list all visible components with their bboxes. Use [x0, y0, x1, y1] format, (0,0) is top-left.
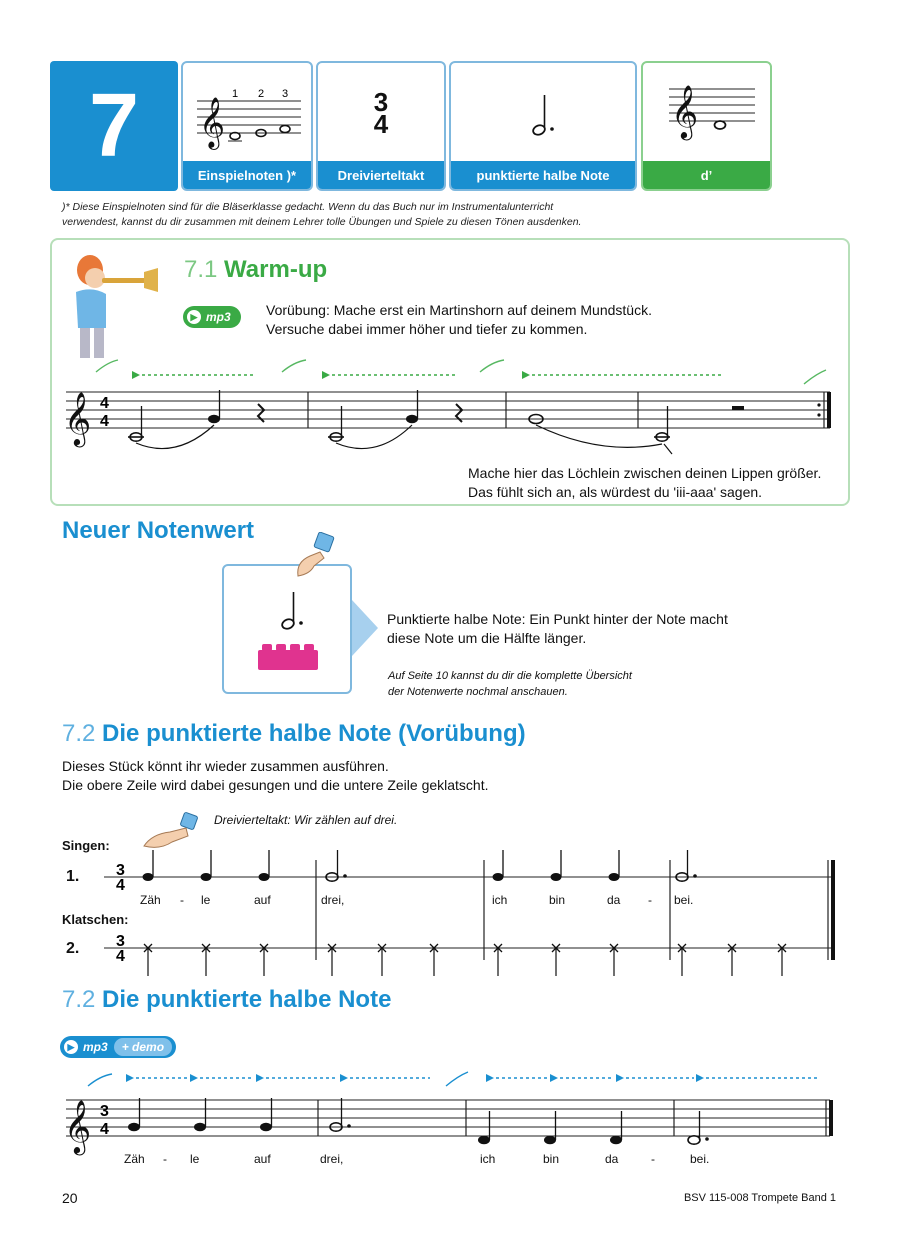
notenwert-illustration	[224, 566, 350, 692]
notenwert-text: Punktierte halbe Note: Ein Punkt hinter der Note macht diese Note um die Hälfte länger.	[387, 611, 728, 646]
lyric: da	[605, 1152, 619, 1166]
label-klatschen: Klatschen:	[62, 912, 129, 927]
notenwert-hint: Auf Seite 10 kannst du dir die komplette Übersicht der Notenwerte nochmal anschauen.	[388, 670, 632, 698]
notenwert-box	[222, 564, 352, 694]
tile-punktierte-halbe	[449, 61, 637, 191]
svg-text:𝄞: 𝄞	[671, 84, 699, 138]
warmup-time-top: 4	[100, 395, 109, 412]
publisher-ref: BSV 115-008 Trompete Band 1	[683, 1192, 836, 1204]
tempo-note: Dreivierteltakt: Wir zählen auf drei.	[214, 813, 398, 827]
lyric: ich	[480, 1152, 496, 1166]
lyric: drei,	[320, 1152, 344, 1166]
tile-caption: punktierte halbe Note	[451, 161, 635, 189]
lyric: bin	[543, 1152, 560, 1166]
lyric: Zäh	[124, 1152, 145, 1166]
lyric: bin	[549, 893, 566, 907]
einspiel-num-1: 1	[232, 88, 239, 100]
vorubung-instructions: Dieses Stück könnt ihr wieder zusammen ausführen. Die obere Zeile wird dabei gesungen und die untere Zeile geklatscht.	[62, 758, 489, 793]
lyric: -	[648, 893, 652, 907]
svg-text:𝄞: 𝄞	[64, 1099, 92, 1153]
lyric: -	[163, 1152, 167, 1166]
row-number-2: 2.	[66, 940, 80, 957]
einspiel-num-3: 3	[282, 88, 289, 100]
neuer-notenwert-heading: Neuer Notenwert	[62, 517, 255, 544]
einspielnoten-staff	[183, 63, 313, 163]
lyric: Zäh	[140, 893, 161, 907]
rhythm-time-bottom-2: 4	[116, 948, 125, 965]
svg-text:𝄞: 𝄞	[64, 391, 92, 445]
lyric: ich	[492, 893, 508, 907]
chapter-number: 7	[50, 61, 178, 191]
tile-dreivierteltakt	[316, 61, 446, 191]
mp3-demo-button[interactable]: ▶ mp3 + demo	[60, 1036, 176, 1058]
warmup-time-bottom: 4	[100, 413, 109, 430]
melody-time-bottom: 4	[100, 1121, 109, 1138]
lyric: bei.	[674, 893, 694, 907]
pointing-hand-icon	[290, 532, 338, 582]
svg-text:𝄞: 𝄞	[199, 97, 226, 148]
warmup-instructions: Vorübung: Mache erst ein Martinshorn auf deinem Mundstück. Versuche dabei immer höher und tiefer zu kommen.	[266, 302, 652, 337]
lyric: -	[180, 893, 184, 907]
tile-caption: Dreivierteltakt	[318, 161, 444, 189]
tile-einspielnoten	[181, 61, 313, 191]
tile-caption: Einspielnoten )*	[183, 161, 311, 189]
arrow-right-icon	[352, 600, 380, 656]
warmup-staff	[60, 356, 840, 456]
section-72-vorubung-heading: 7.2 Die punktierte halbe Note (Vorübung)	[62, 720, 526, 747]
melody-time-top: 3	[100, 1103, 109, 1120]
mp3-button-warmup[interactable]: ▶ mp3	[183, 306, 241, 328]
section-72-heading: 7.2 Die punktierte halbe Note	[62, 986, 392, 1013]
lyric: bei.	[690, 1152, 710, 1166]
section-71-heading: 7.1 Warm-up	[184, 256, 328, 283]
play-icon: ▶	[187, 310, 201, 324]
time-sig-top: 3	[373, 87, 389, 117]
rhythm-time-top-1: 3	[116, 862, 125, 879]
lyric: auf	[254, 893, 271, 907]
d-note-staff	[643, 63, 772, 163]
melody-staff	[60, 1066, 840, 1176]
footnote: )* Diese Einspielnoten sind für die Bläserklasse gedacht. Wenn du das Buch nur im Instrumentalunterricht verwendest, kannst du dir zusammen mit deinem Lehrer tolle Übungen und Spiele zu diesen Tönen ausdenken.	[62, 201, 582, 228]
label-singen: Singen:	[62, 838, 110, 853]
einspiel-num-2: 2	[258, 88, 265, 100]
page-number: 20	[62, 1190, 78, 1206]
lyric: -	[651, 1152, 655, 1166]
lyric: da	[607, 893, 621, 907]
rhythm-staff	[100, 830, 845, 980]
time-sig-bottom: 4	[373, 109, 389, 139]
rhythm-time-bottom-1: 4	[116, 877, 125, 894]
tile-d-note	[641, 61, 772, 191]
warmup-lips-note: Mache hier das Löchlein zwischen deinen Lippen größer. Das fühlt sich an, als würdest du 'iii-aaa' sagen.	[468, 465, 822, 500]
dotted-half-note-icon	[451, 63, 637, 163]
play-icon: ▶	[64, 1040, 78, 1054]
rhythm-time-top-2: 3	[116, 933, 125, 950]
lyric: auf	[254, 1152, 271, 1166]
tile-caption: d’	[643, 161, 770, 189]
lyric: drei,	[321, 893, 345, 907]
trumpet-boy-illustration	[62, 248, 162, 366]
lyric: le	[190, 1152, 200, 1166]
row-number-1: 1.	[66, 868, 80, 885]
lyric: le	[201, 893, 211, 907]
